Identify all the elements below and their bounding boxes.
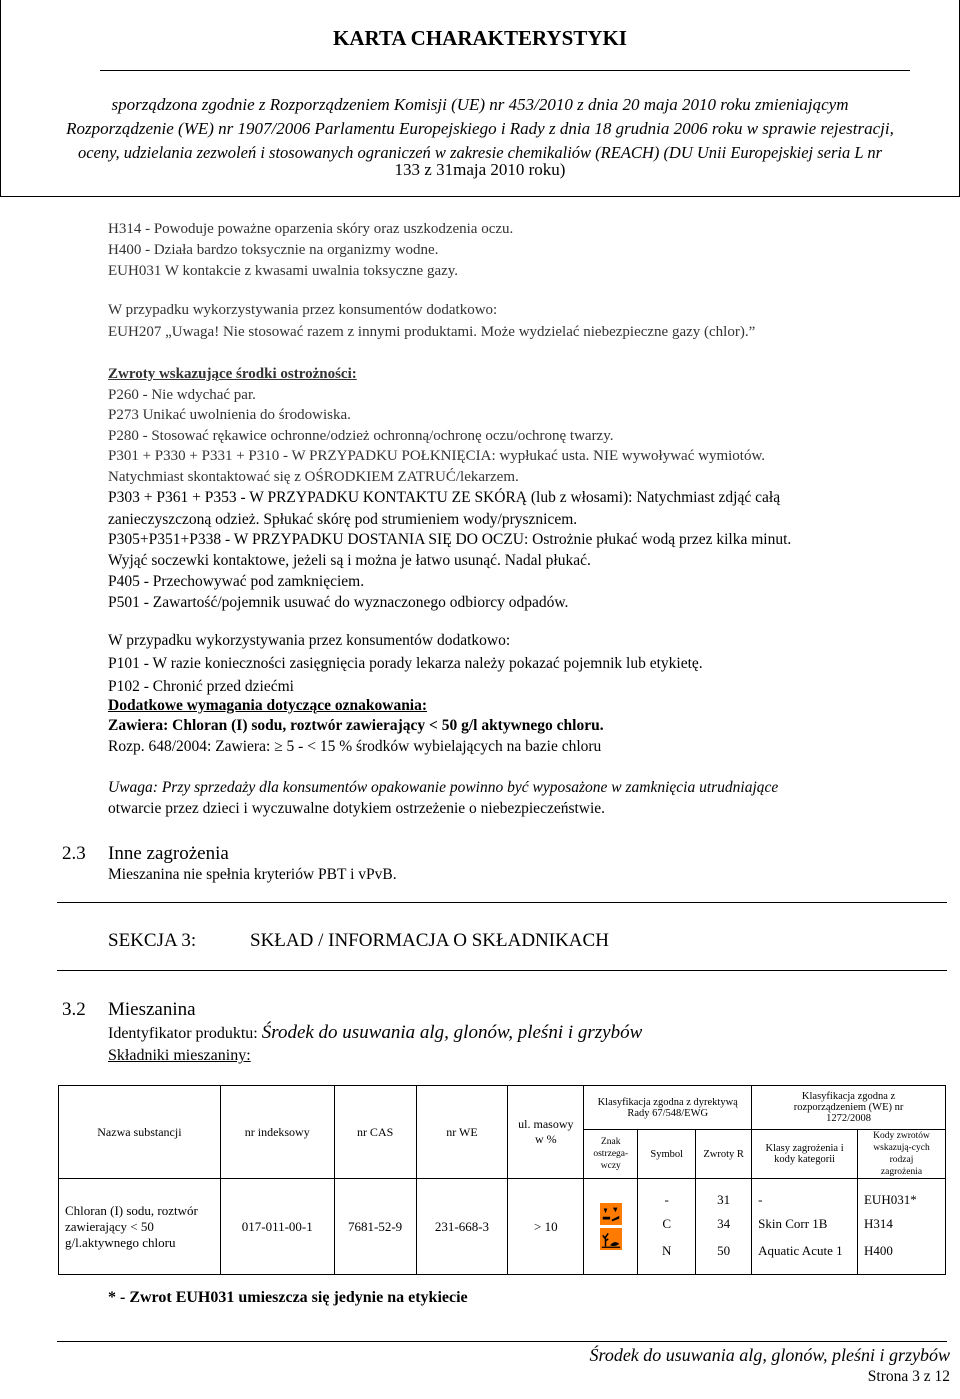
note-line: Uwaga: Przy sprzedaży dla konsumentów opakowanie powinno być wyposażone w zamknięcia utrudniające (108, 779, 779, 796)
hcode-value: H314 (863, 1215, 893, 1231)
header-clp-line: Klasyfikacja zgodna z (801, 1091, 896, 1102)
class-value: - (758, 1191, 763, 1207)
precaution-line: Natychmiast skontaktować się z OŚRODKIEM ZATRUĆ/lekarzem. (108, 469, 519, 485)
footer-product-name: Środek do usuwania alg, glonów, pleśni i grzybów (589, 1345, 950, 1365)
header-hcodes (857, 1130, 945, 1179)
environment-pictogram-icon (600, 1228, 622, 1250)
labeling-heading: Dodatkowe wymagania dotyczące oznakowania: (108, 697, 428, 714)
components-label: Składniki mieszaniny: (108, 1047, 251, 1064)
consumer-heading: W przypadku wykorzystywania przez konsumentów dodatkowo: (108, 302, 498, 318)
header-hcodes-line: rodzaj (889, 1155, 914, 1165)
header-index: nr indeksowy (220, 1086, 334, 1179)
header-subtitle-line: sporządzona zgodnie z Rozporządzeniem Komisji (UE) nr 453/2010 z dnia 20 maja 2010 roku zmieniającym (111, 95, 849, 114)
contains-line: Zawiera: Chloran (I) sodu, roztwór zawierający < 50 g/l aktywnego chloru. (108, 717, 604, 734)
precaution-line: P305+P351+P338 - W PRZYPADKU DOSTANIA SIĘ DO OCZU: Ostrożnie płukać wodą przez kilka minut. (108, 531, 792, 548)
symbol-value: C (662, 1215, 672, 1231)
symbol-value: - (664, 1191, 669, 1207)
header-sign-line: ostrzega- (593, 1149, 629, 1159)
section-title: Inne zagrożenia (108, 843, 229, 864)
table-header-row (59, 1086, 946, 1130)
detergent-regulation-line: Rozp. 648/2004: Zawiera: ≥ 5 - < 15 % środków wybielających na bazie chloru (108, 738, 602, 755)
header-hazard-class-line: Klasy zagrożenia i (765, 1143, 844, 1154)
cell-cas: 7681-52-9 (334, 1179, 416, 1275)
class-value: Aquatic Acute 1 (758, 1242, 843, 1258)
header-hazard-class (752, 1130, 858, 1179)
section-label: SEKCJA 3: (108, 930, 197, 951)
table-row (59, 1179, 946, 1275)
header-dsd-group (584, 1086, 752, 1130)
precaution-line: P273 Unikać uwolnienia do środowiska. (108, 407, 351, 423)
class-value: Skin Corr 1B (758, 1215, 828, 1231)
header-sign-line: Znak (601, 1137, 621, 1147)
cell-mass: > 10 (508, 1179, 584, 1275)
corrosive-pictogram-icon (600, 1203, 622, 1225)
cell-name (59, 1179, 221, 1275)
footer-rule (57, 1341, 947, 1342)
rphrase-value: 34 (717, 1215, 731, 1231)
header-hazard-class-line: kody kategorii (774, 1154, 836, 1165)
document-title: KARTA CHARAKTERYSTYKI (333, 26, 627, 50)
cell-rphrases (696, 1179, 752, 1275)
hcode-value: H400 (863, 1242, 893, 1258)
footnote: * - Zwrot EUH031 umieszcza się jedynie na etykiecie (108, 1289, 468, 1306)
divider (57, 902, 947, 903)
header-hcodes-line: Kody zwrotów (873, 1131, 930, 1141)
header-mass (508, 1086, 584, 1179)
precaution-line: P405 - Przechowywać pod zamknięciem. (108, 573, 365, 590)
hazard-line: H400 - Działa bardzo toksycznie na organizmy wodne. (108, 242, 439, 258)
precaution-line: P303 + P361 + P353 - W PRZYPADKU KONTAKTU ZE SKÓRĄ (lub z włosami): Natychmiast zdjąć całą (108, 489, 781, 506)
section-title: Mieszanina (108, 999, 196, 1020)
consumer-line: P102 - Chronić przed dziećmi (108, 678, 294, 695)
header-dsd-line: Klasyfikacja zgodna z dyrektywą (597, 1096, 738, 1108)
components-table (58, 1085, 946, 1275)
rphrase-value: 50 (717, 1242, 731, 1258)
header-symbol: Symbol (638, 1130, 696, 1179)
cell-index: 017-011-00-1 (220, 1179, 334, 1275)
header-we: nr WE (416, 1086, 508, 1179)
header-hcodes-line: wskazują-cych (873, 1143, 930, 1153)
cell-we: 231-668-3 (416, 1179, 508, 1275)
cell-classes (752, 1179, 858, 1275)
header-clp-line: rozporządzeniem (WE) nr (793, 1102, 904, 1113)
product-identifier-value: Środek do usuwania alg, glonów, pleśni i grzybów (261, 1022, 643, 1043)
product-identifier (108, 1022, 642, 1044)
note-line: otwarcie przez dzieci i wyczuwalne dotykiem ostrzeżenie o niebezpieczeństwie. (108, 800, 606, 817)
header-clp-group (752, 1086, 946, 1130)
hcode-value: EUH031* (863, 1191, 917, 1207)
header-rule (100, 70, 910, 71)
consumer-heading: W przypadku wykorzystywania przez konsumentów dodatkowo: (108, 632, 511, 649)
precaution-line: P260 - Nie wdychać par. (108, 387, 256, 403)
header-dsd-line: Rady 67/548/EWG (627, 1107, 709, 1119)
header-mass-line: ul. masowy (518, 1117, 574, 1131)
cell-pictograms (584, 1179, 638, 1275)
symbol-value: N (662, 1242, 672, 1258)
page-number: Strona 3 z 12 (867, 1368, 950, 1385)
header-name: Nazwa substancji (59, 1086, 221, 1179)
header-subtitle-line: Rozporządzenie (WE) nr 1907/2006 Parlamentu Europejskiego i Rady z dnia 18 grudnia 2006 roku w sprawie rejestracji, (66, 119, 894, 138)
hazard-line: EUH031 W kontakcie z kwasami uwalnia toksyczne gazy. (108, 263, 459, 279)
section-title: SKŁAD / INFORMACJA O SKŁADNIKACH (250, 930, 609, 951)
header-hcodes-line: zagrożenia (880, 1167, 923, 1177)
euh207-line: EUH207 „Uwaga! Nie stosować razem z innymi produktami. Może wydzielać niebezpieczne gazy (chlor).” (108, 324, 756, 340)
header-subtitle-line: 133 z 31maja 2010 roku) (394, 160, 566, 179)
header-sign (584, 1130, 638, 1179)
cell-name-line: zawierający < 50 (65, 1218, 154, 1234)
header-cas: nr CAS (334, 1086, 416, 1179)
section-number: 2.3 (62, 843, 86, 864)
header-subtitle-line: oceny, udzielania zezwoleń i stosowanych ograniczeń w zakresie chemikaliów (REACH) (DU Unii Europejskiej seria L nr (77, 143, 883, 162)
precaution-line: P501 - Zawartość/pojemnik usuwać do wyznaczonego odbiorcy odpadów. (108, 594, 569, 611)
precaution-line: P280 - Stosować rękawice ochronne/odzież ochronną/ochronę oczu/ochronę twarzy. (108, 428, 614, 444)
section-text: Mieszanina nie spełnia kryteriów PBT i vPvB. (108, 866, 397, 883)
header-mass-line: w % (535, 1132, 557, 1146)
precaution-line: Wyjąć soczewki kontaktowe, jeżeli są i można je łatwo usunąć. Nadal płukać. (108, 552, 591, 569)
cell-hcodes (857, 1179, 945, 1275)
precaution-line: P301 + P330 + P331 + P310 - W PRZYPADKU POŁKNIĘCIA: wypłukać usta. NIE wywoływać wymiotów. (108, 448, 766, 464)
product-identifier-label: Identyfikator produktu: (108, 1025, 262, 1042)
precaution-heading: Zwroty wskazujące środki ostrożności: (108, 366, 357, 382)
cell-symbols (638, 1179, 696, 1275)
hazard-line: H314 - Powoduje poważne oparzenia skóry oraz uszkodzenia oczu. (108, 221, 514, 237)
header-clp-line: 1272/2008 (826, 1113, 872, 1124)
precaution-line: zanieczyszczoną odzież. Spłukać skórę pod strumieniem wody/prysznicem. (108, 511, 578, 528)
consumer-line: P101 - W razie konieczności zasięgnięcia porady lekarza należy pokazać pojemnik lub etykietę. (108, 655, 703, 672)
cell-name-line: Chloran (I) sodu, roztwór (65, 1202, 198, 1218)
cell-name-line: g/l.aktywnego chloru (65, 1234, 176, 1250)
rphrase-value: 31 (717, 1191, 731, 1207)
header-sign-line: wczy (600, 1161, 621, 1171)
divider (57, 970, 947, 971)
section-number: 3.2 (62, 999, 86, 1020)
header-rphrases: Zwroty R (696, 1130, 752, 1179)
